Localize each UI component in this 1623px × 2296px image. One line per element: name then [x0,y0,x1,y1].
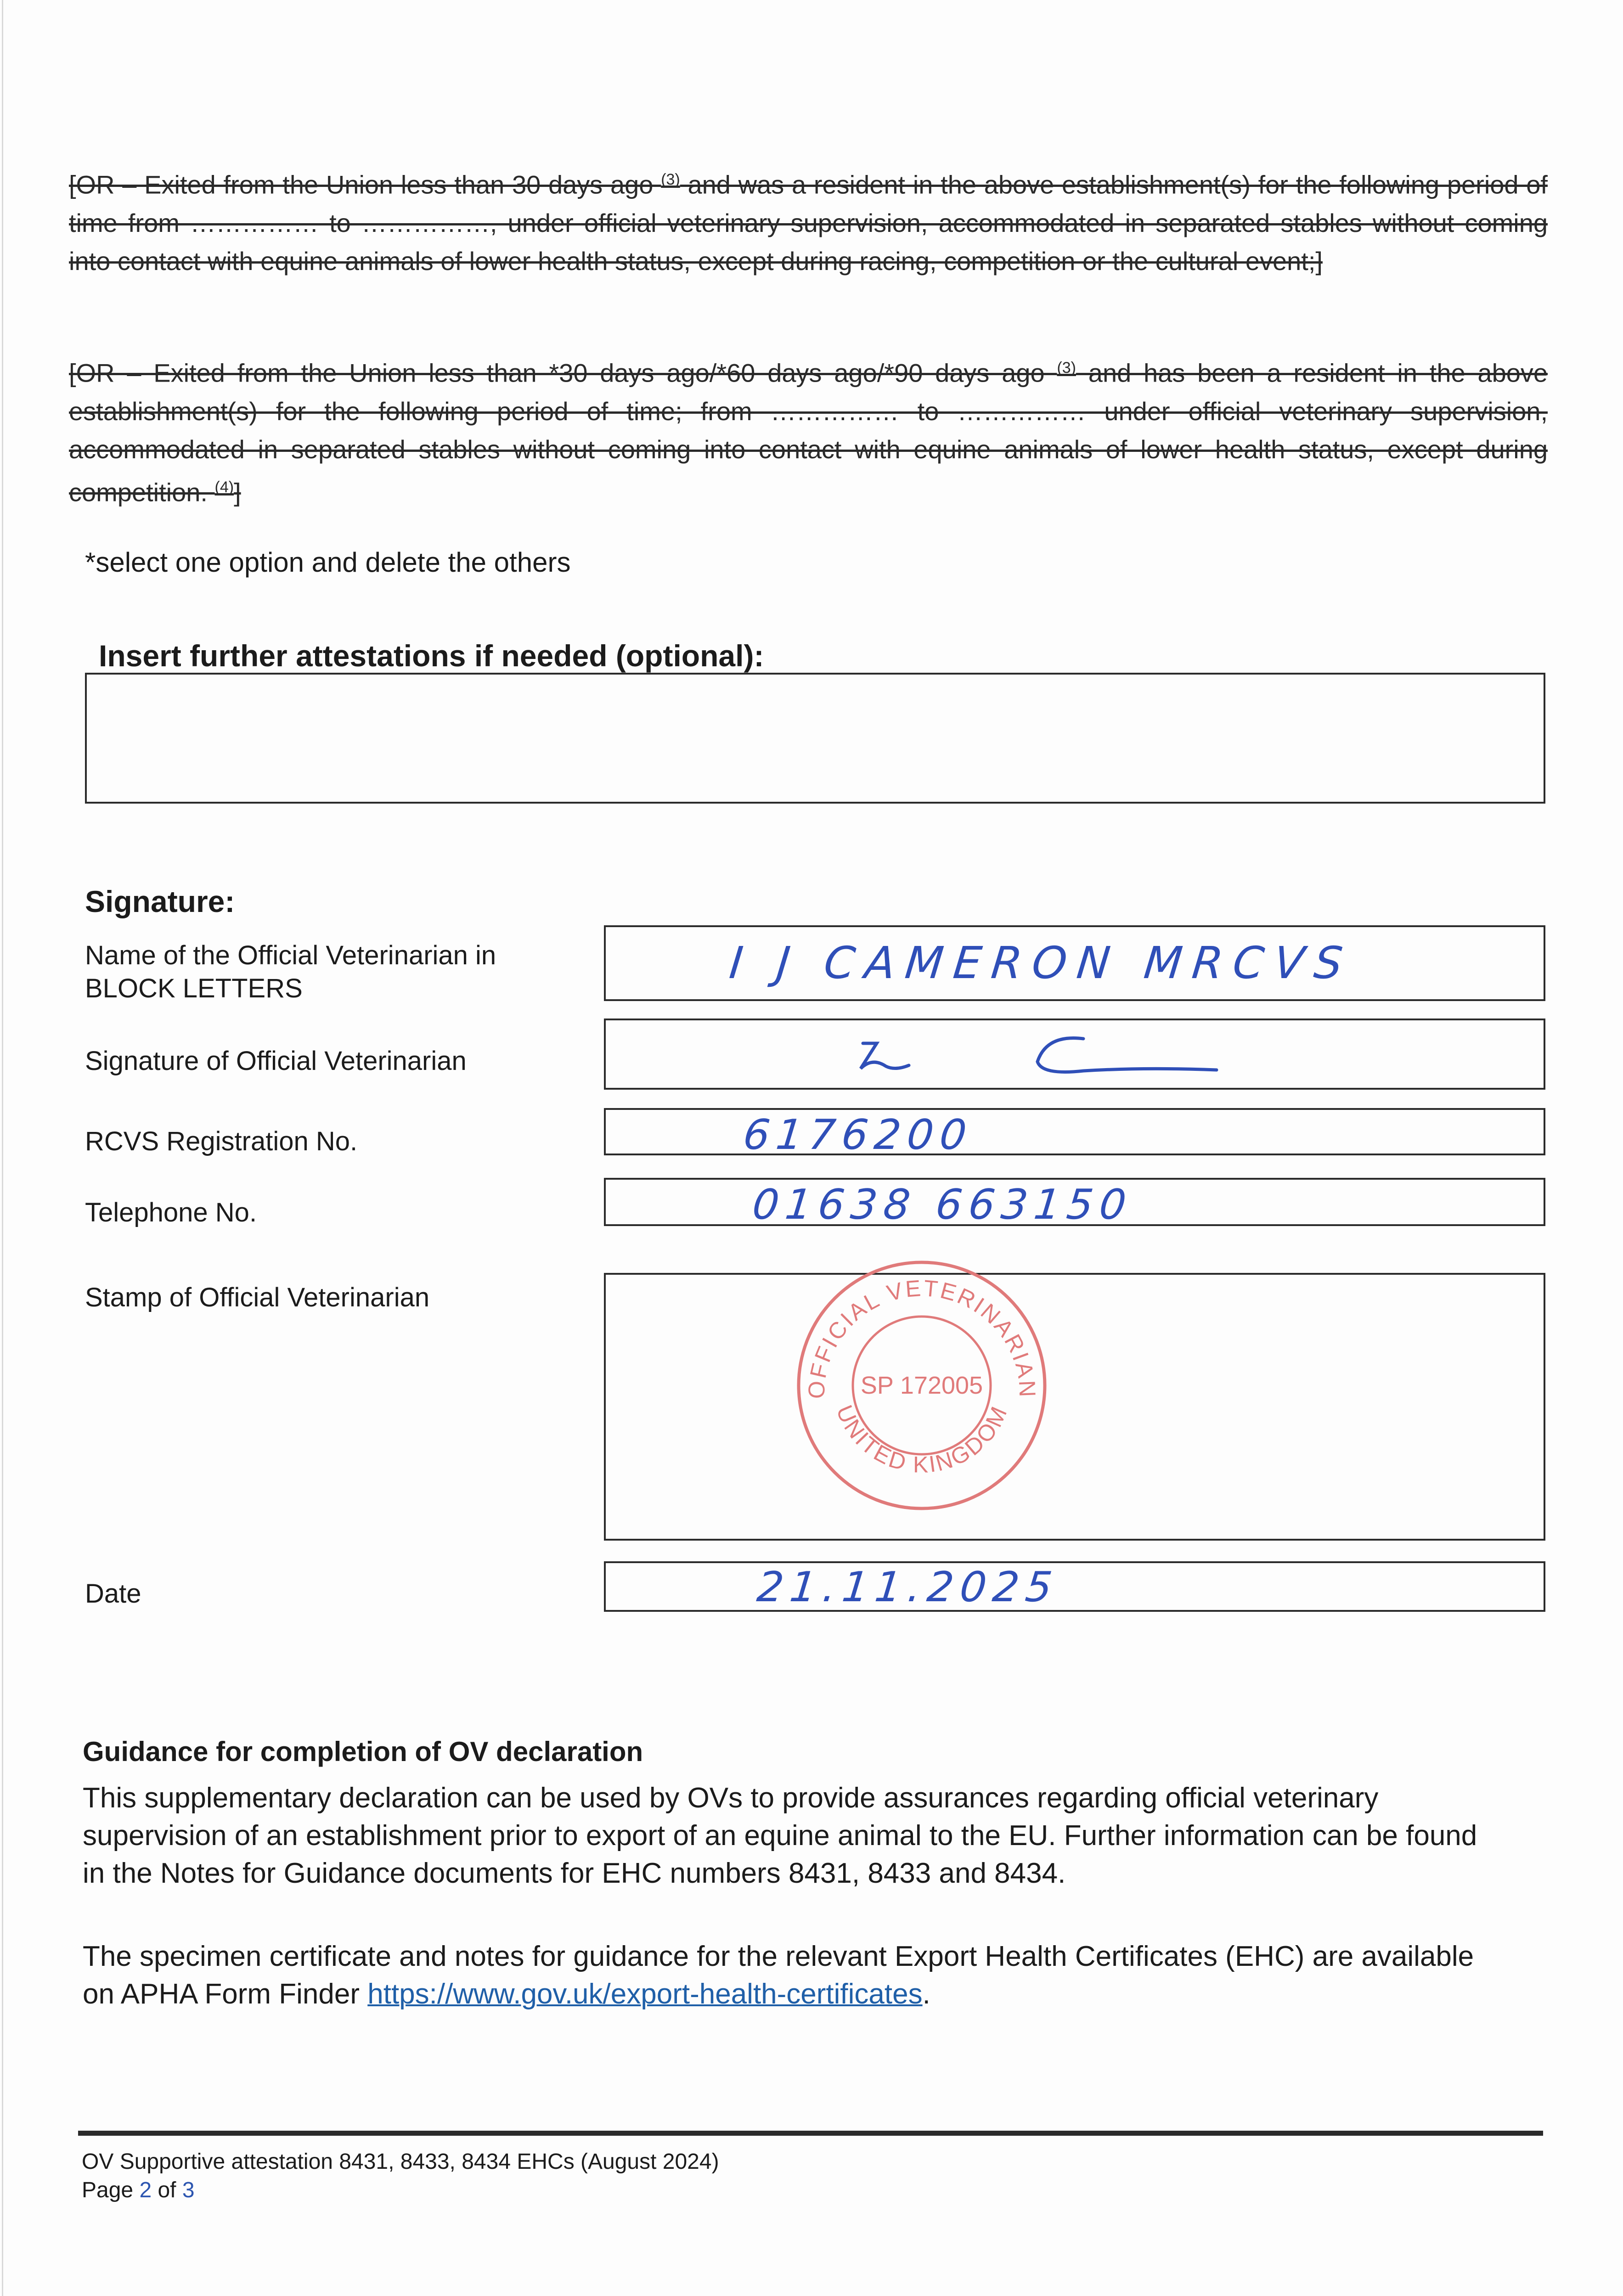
telephone-handwritten: 01638 663150 [750,1181,1135,1229]
struck-text: and has been a resident in the above establishment(s) for the following period of time; from …………… to …………… under official veterinary supervision, accommodated in separated stables without coming into contact with equine animals of lower health status, except during competition. [69,358,1548,507]
ov-signature-label: Signature of Official Veterinarian [85,1046,467,1076]
stamp-center-text: SP 172005 [860,1372,983,1399]
further-attestations-field[interactable] [85,673,1545,804]
guidance-line: supervision of an establishment prior to export of an equine animal to the EU. Further information can be found [83,1820,1477,1851]
footer-page-number [82,2177,195,2204]
date-label: Date [85,1579,141,1609]
struck-text: [OR – Exited from the Union less than 30 days ago [69,170,661,199]
guidance-line: in the Notes for Guidance documents for EHC numbers 8431, 8433 and 8434. [83,1857,1066,1889]
guidance-paragraph-2 [83,1938,1543,2013]
guidance-line: This supplementary declaration can be used by OVs to provide assurances regarding official veterinary [83,1782,1379,1814]
ov-name-label-line1: Name of the Official Veterinarian in [85,940,496,970]
stamp-label: Stamp of Official Veterinarian [85,1283,430,1312]
rcvs-registration-field[interactable] [604,1108,1545,1159]
footnote-ref: (3) [1057,359,1076,377]
struck-text: [OR – Exited from the Union less than *30 days ago/*60 days ago/*90 days ago [69,358,1057,388]
guidance-line: The specimen certificate and notes for guidance for the relevant Export Health Certificates (EHC) are available [83,1941,1474,1972]
ov-signature-field[interactable] [604,1019,1545,1090]
footnote-ref: (3) [661,171,680,188]
struck-paragraph-1 [69,161,1548,280]
page-current: 2 [139,2178,152,2202]
struck-text: ] [234,478,241,507]
ov-name-handwritten: I J CAMERON MRCVS [727,937,1355,989]
official-veterinarian-stamp [792,1256,1052,1515]
ov-name-label-line2: BLOCK LETTERS [85,974,303,1003]
footnote-ref: (4) [214,478,234,496]
ov-name-label [85,939,496,1005]
page-of: of [152,2178,182,2202]
date-field[interactable] [604,1561,1545,1612]
telephone-label: Telephone No. [85,1198,257,1227]
handwritten-signature-icon [845,1025,1258,1085]
page-left-edge [2,0,3,2296]
guidance-text: on APHA Form Finder [83,1978,368,2010]
stamp-bottom-text: UNITED KINGDOM [831,1401,1013,1478]
page-word: Page [82,2178,140,2202]
footer-doc-title: OV Supportive attestation 8431, 8433, 8434 EHCs (August 2024) [82,2150,719,2174]
rcvs-registration-handwritten: 6176200 [741,1111,975,1159]
signature-section-title: Signature: [85,884,235,918]
ov-name-field[interactable] [604,925,1545,1001]
stamp-field[interactable] [604,1273,1545,1541]
footer-rule [78,2131,1543,2136]
page-total: 3 [182,2178,195,2202]
further-attestations-heading: Insert further attestations if needed (optional): [99,639,764,673]
export-health-certificates-link[interactable]: https://www.gov.uk/export-health-certificates [367,1978,923,2010]
guidance-line [83,1975,1543,2013]
struck-text: and was a resident in the above establishment(s) for the following period of time from …………… to ……………, under official veterinary supervision, accommodated in separated stables without coming into contact with equine animals of lower health status, except during racing, competition or the cultural event;] [69,170,1548,276]
guidance-paragraph-1 [83,1779,1543,1892]
rcvs-registration-label: RCVS Registration No. [85,1126,358,1156]
select-option-note: *select one option and delete the others [85,547,571,578]
guidance-text: . [922,1978,930,2010]
date-handwritten: 21.11.2025 [755,1563,1061,1611]
struck-paragraph-2 [69,349,1548,511]
stamp-top-text: OFFICIAL VETERINARIAN [803,1275,1041,1400]
telephone-field[interactable] [604,1178,1545,1229]
guidance-title: Guidance for completion of OV declaration [83,1736,643,1767]
